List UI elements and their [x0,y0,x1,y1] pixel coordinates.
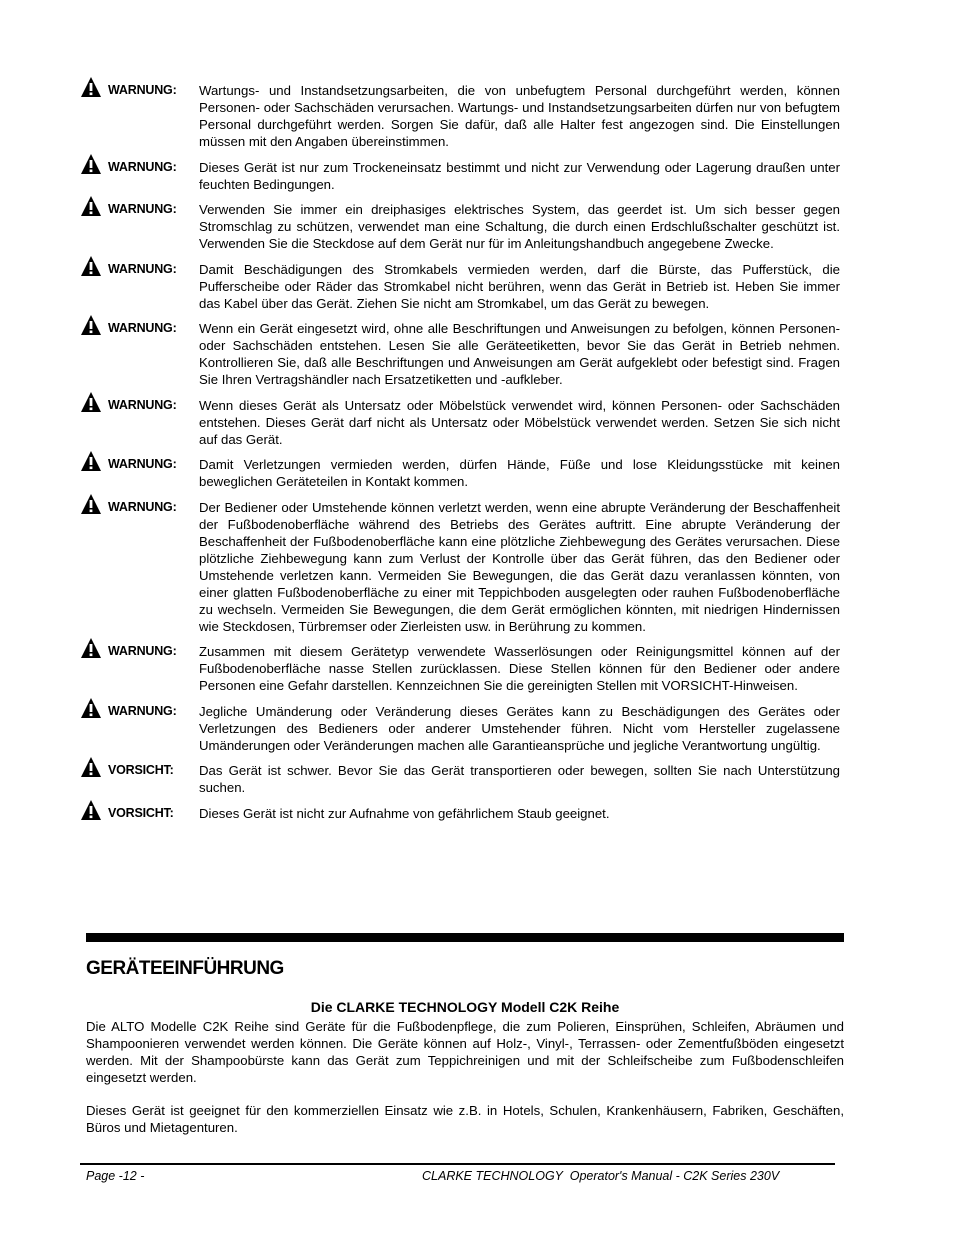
section-divider [86,933,844,942]
warning-text: Der Bediener oder Umstehende können verletzt werden, wenn eine abrupte Veränderung der Beschaffenheit der Fußbodenoberfläche während des Betriebs des Gerätes auftritt. Eine abrupte Veränderung der Beschaffenheit der Fußbodenoberfläche kann eine plötzliche Ziehbewegung des Gerätes verursachen. Diese plötzliche Ziehbewegung kann zum Verlust der Kontrolle über das Gerät führen, das den Bediener oder Umstehende verletzen kann. Vermeiden Sie Bewegungen, die das Gerät dazu veranlassen könnten, von einer glatten Fußbodenoberfläche zu einer mit Teppichboden ausgelegten oder rauhen Fußbodenoberfläche zu wechseln. Vermeiden Sie Bewegungen, die dem Gerät ermöglichen könnten, mit niedrigen Hindernissen wie Steckdosen, Türbremser oder Zierleisten usw. in Berührung zu kommen. [199,499,840,634]
warning-item [80,643,840,694]
warning-triangle-icon [80,314,102,336]
warning-triangle-icon [80,756,102,778]
warning-text: Das Gerät ist schwer. Bevor Sie das Gerät transportieren oder bewegen, sollten Sie nach Unterstützung suchen. [199,763,840,795]
warning-text: Jegliche Umänderung oder Veränderung dieses Gerätes kann zu Beschädigungen des Gerätes oder Verletzungen des Bedieners oder anderer Umstehender führen. Nicht vom Hersteller zugelassene Umänderungen oder Veränderungen machen alle Garantieansprüche und jegliche Verantwortung ungültig. [199,703,840,753]
footer-rule [80,1163,835,1165]
section-title: GERÄTEEINFÜHRUNG [86,958,284,979]
warning-item [80,261,840,312]
warning-item [80,805,840,822]
warning-text: Dieses Gerät ist nicht zur Aufnahme von gefährlichem Staub geeignet. [199,805,610,821]
warning-label: WARNUNG: [108,83,177,97]
warning-triangle-icon [80,637,102,659]
intro-paragraph-2: Dieses Gerät ist geeignet für den kommerziellen Einsatz wie z.B. in Hotels, Schulen, Krankenhäusern, Fabriken, Geschäften, Büros und Mietagenturen. [86,1103,844,1135]
warning-triangle-icon [80,391,102,413]
warning-item [80,159,840,193]
warning-text: Wenn dieses Gerät als Untersatz oder Möbelstück verwendet wird, können Personen- oder Sachschäden entstehen. Dieses Gerät darf nicht als Untersatz oder Möbelstück verwendet werden. Setzen Sie sich nicht auf das Gerät. [199,397,840,447]
warning-label: WARNUNG: [108,159,177,174]
warning-item [80,703,840,754]
warning-item [80,397,840,448]
warning-label: VORSICHT: [108,763,174,777]
warning-text: Zusammen mit diesem Gerätetyp verwendete Wasserlösungen oder Reinigungsmittel können auf der Fußbodenoberfläche nasse Stellen zurücklassen. Diese Stellen können für den Bediener oder andere Personen eine Gefahr darstellen. Kennzeichnen Sie die gereinigten Stellen mit VORSICHT-Hinweisen. [199,644,840,693]
warning-label: VORSICHT: [108,805,174,820]
warning-label: WARNUNG: [108,202,177,216]
warning-text: Wartungs- und Instandsetzungsarbeiten, die von unbefugtem Personal durchgeführt werden, können Personen- oder Sachschäden verursachen. Wartungs- und Instandsetzungsarbeiten dürfen nur von befugtem Personal durchgeführt werden. Sorgen Sie dafür, daß alle Halter fest angezogen sind. Die Einstellungen müssen mit den Angaben übereinstimmen. [199,83,840,149]
warning-triangle-icon [80,153,102,175]
warnings-list [80,82,840,830]
warning-triangle-icon [80,255,102,277]
warning-text: Damit Beschädigungen des Stromkabels vermieden werden, darf die Bürste, das Pufferstück, die Pufferscheibe oder Räder das Stromkabel nicht berühren, wenn das Gerät in Betrieb ist. Heben Sie immer das Kabel über das Gerät. Ziehen Sie nicht am Stromkabel, um das Gerät zu bewegen. [199,261,840,311]
warning-item [80,82,840,150]
warning-text: Dieses Gerät ist nur zum Trockeneinsatz bestimmt und nicht zur Verwendung oder Lagerung draußen unter feuchten Bedingungen. [199,159,840,192]
warning-item [80,762,840,796]
warning-text: Verwenden Sie immer ein dreiphasiges elektrisches System, das geerdet ist. Um sich besser gegen Stromschlag zu schützen, verwendet man eine Schaltung, die durch einen Erdschlußschalter geschützt ist. Verwenden Sie die Steckdose auf dem Gerät nur für im Anleitungshandbuch angegebene Zwecke. [199,202,840,251]
intro-paragraph-1: Die ALTO Modelle C2K Reihe sind Geräte für die Fußbodenpflege, die zum Polieren, Einsprühen, Schleifen, Abräumen und Shampoonieren verwendet werden können. Die Geräte können auf Holz-, Vinyl-, Terrassen- oder Zementfußböden eingesetzt werden. Mit der Shampoobürste kann das Gerät zum Teppichreinigen und mit der Schleifscheibe zum Fußbodenschleifen eingesetzt werden. [86,1019,844,1085]
warning-label: WARNUNG: [108,644,177,658]
warning-text: Damit Verletzungen vermieden werden, dürfen Hände, Füße und lose Kleidungsstücke mit keinen beweglichen Geräteteilen in Kontakt kommen. [199,457,840,489]
warning-triangle-icon [80,493,102,515]
warning-label: WARNUNG: [108,499,177,514]
warning-item [80,456,840,490]
subsection-title: Die CLARKE TECHNOLOGY Modell C2K Reihe [310,999,620,1015]
warning-label: WARNUNG: [108,321,177,335]
warning-triangle-icon [80,76,102,98]
warning-label: WARNUNG: [108,703,177,718]
warning-triangle-icon [80,697,102,719]
page-number: Page -12 - [86,1169,145,1183]
warning-item [80,201,840,252]
warning-triangle-icon [80,799,102,821]
warning-text: Wenn ein Gerät eingesetzt wird, ohne alle Beschriftungen und Anweisungen zu befolgen, können Personen- oder Sachschäden entstehen. Lesen Sie alle Geräteetiketten, bevor Sie das Gerät in Betrieb nehmen. Kontrollieren Sie, daß alle Beschriftungen und Anweisungen am Gerät aufgeklebt oder befestigt sind. Fragen Sie Ihren Vertragshändler nach Ersatzetiketten und -aufkleber. [199,321,840,387]
warning-item [80,320,840,388]
warning-item [80,499,840,635]
warning-label: WARNUNG: [108,261,177,276]
warning-triangle-icon [80,450,102,472]
warning-label: WARNUNG: [108,457,177,471]
manual-title: CLARKE TECHNOLOGY Operator's Manual - C2K Series 230V [422,1169,780,1183]
warning-label: WARNUNG: [108,397,177,412]
warning-triangle-icon [80,195,102,217]
